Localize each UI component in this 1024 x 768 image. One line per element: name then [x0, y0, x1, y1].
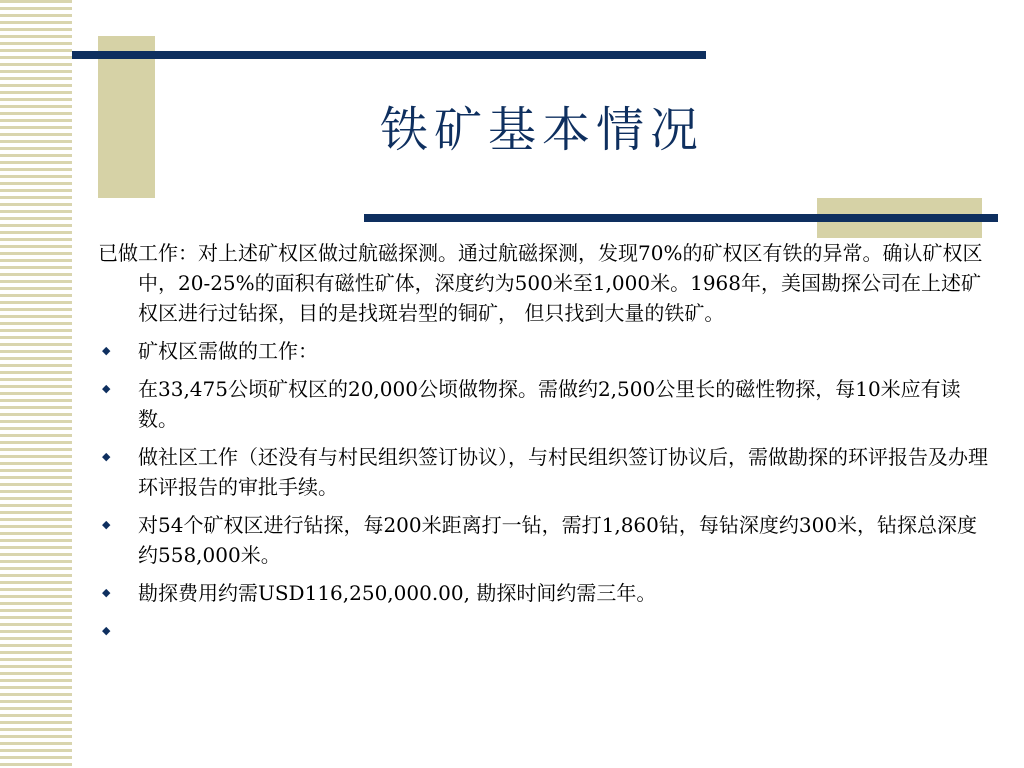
top-rule [72, 51, 706, 59]
bullet-text: 对54个矿权区进行钻探，每200米距离打一钻，需打1,860钻，每钻深度约300米，钻探总深度约558,000米。 [138, 513, 978, 567]
title-underline-rule [364, 214, 998, 222]
bullet-item [98, 336, 988, 366]
slide-title: 铁矿基本情况 [380, 102, 705, 158]
intro-paragraph: 已做工作：对上述矿权区做过航磁探测。通过航磁探测，发现70%的矿权区有铁的异常。确认矿权区中，20-25%的面积有磁性矿体，深度约为500米至1,000米。1968年，美国勘探公司在上述矿权区进行过钻探，目的是找斑岩型的铜矿， 但只找到大量的铁矿。 [98, 241, 983, 325]
diamond-bullet-icon: ◆ [102, 518, 111, 531]
bullet-text: 做社区工作（还没有与村民组织签订协议），与村民组织签订协议后，需做勘探的环评报告及办理环评报告的审批手续。 [138, 445, 988, 499]
slide-body [98, 238, 988, 637]
diamond-bullet-icon: ◆ [102, 586, 111, 599]
bullet-text: 矿权区需做的工作： [138, 339, 318, 363]
bullet-item [98, 578, 988, 608]
diamond-bullet-icon: ◆ [102, 450, 111, 463]
diamond-bullet-icon: ◆ [102, 382, 111, 395]
decorative-stripes [0, 0, 72, 768]
bullet-text: 勘探费用约需USD116,250,000.00, 勘探时间约需三年。 [138, 581, 657, 605]
bullet-item [98, 374, 988, 434]
bullet-text: 在33,475公顷矿权区的20,000公顷做物探。需做约2,500公里长的磁性物探，每10米应有读数。 [138, 377, 961, 431]
bullet-item [98, 442, 988, 502]
diamond-bullet-icon: ◆ [102, 344, 111, 357]
decorative-block-left [98, 36, 155, 198]
bullet-item [98, 510, 988, 570]
diamond-bullet-icon: ◆ [102, 624, 111, 637]
